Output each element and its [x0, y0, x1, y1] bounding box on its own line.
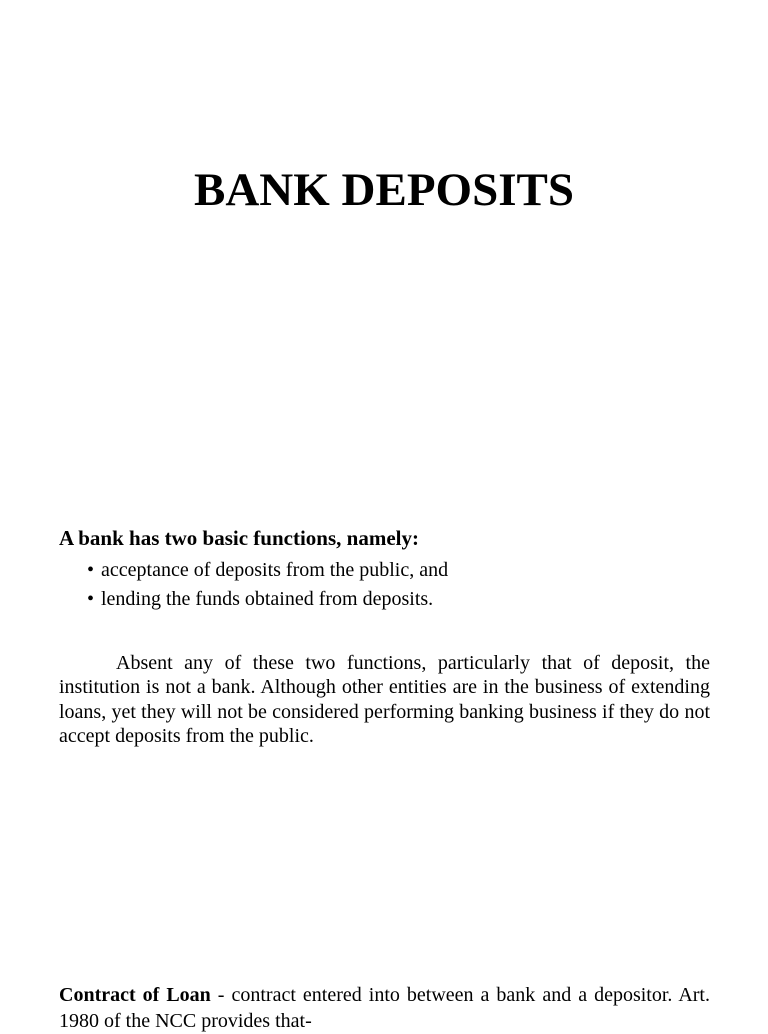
term-definition: - contract entered into between a bank and a depositor. Art. 1980 of the NCC provides that-	[59, 984, 710, 1032]
body-paragraph: Absent any of these two functions, particularly that of deposit, the institution is not a bank. Although other entities are in the business of extending loans, yet they will not be considered performing banking business if they do not accept deposits from the public.	[59, 652, 710, 747]
function-item-text: lending the funds obtained from deposits.	[101, 588, 434, 610]
function-item-text: acceptance of deposits from the public, and	[101, 559, 449, 581]
list-item	[87, 585, 448, 614]
functions-list	[87, 556, 448, 614]
functions-heading: A bank has two basic functions, namely:	[59, 526, 419, 550]
contract-of-loan-paragraph	[59, 982, 710, 1034]
bullet-icon: •	[87, 559, 95, 581]
term-contract-of-loan: Contract of Loan	[59, 984, 211, 1006]
list-item	[87, 556, 448, 585]
page-title: BANK DEPOSITS	[193, 164, 575, 216]
bullet-icon: •	[87, 588, 95, 610]
